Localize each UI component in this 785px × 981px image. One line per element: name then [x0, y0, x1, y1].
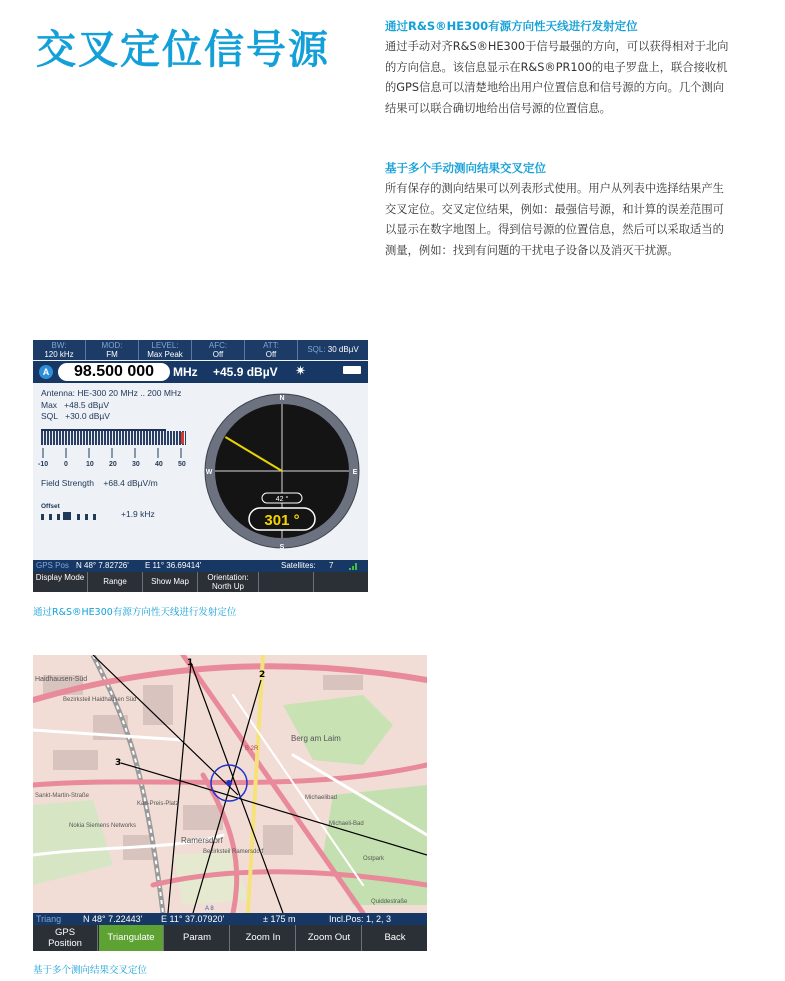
- toolbar-key: BW:: [51, 341, 67, 350]
- map-canvas[interactable]: [33, 655, 427, 913]
- map-label: Bezirksteil Ramersdorf: [203, 849, 264, 855]
- scale-tick-label: 50: [178, 461, 186, 468]
- softkey-zoom-in[interactable]: [231, 925, 296, 951]
- softkey-label: Range: [103, 577, 127, 586]
- toolbar-key: MOD:: [101, 341, 123, 350]
- toolbar-sql[interactable]: [298, 340, 368, 360]
- map-label: Ostpark: [363, 856, 385, 862]
- gps-longitude: E 11° 36.69414': [145, 561, 202, 570]
- softkey-empty[interactable]: [314, 572, 368, 592]
- section-triangulation: [385, 160, 730, 261]
- map-error-radius: ± 175 m: [263, 914, 296, 924]
- map-label: Nokia Siemens Networks: [69, 823, 137, 829]
- level-readout: +45.9 dBµV: [213, 365, 278, 379]
- toolbar-bw[interactable]: [33, 340, 86, 360]
- toolbar-value: Off: [265, 350, 277, 359]
- gps-status-bar: [33, 560, 368, 572]
- compass-small-reading: 42 °: [275, 496, 289, 503]
- section-direction-finding: [385, 18, 730, 119]
- compass-display: [203, 390, 361, 552]
- map-included-positions: Incl.Pos: 1, 2, 3: [329, 914, 392, 924]
- toolbar-afc[interactable]: [192, 340, 245, 360]
- map-label: Haidhausen-Süd: [35, 676, 88, 683]
- map-label: Michaeli-Bad: [329, 821, 364, 827]
- softkey-zoom-out[interactable]: [297, 925, 362, 951]
- toolbar-value: 30 dBµV: [327, 345, 359, 354]
- section-body: 通过手动对齐R&S®HE300于信号最强的方向，可以获得相对于北向的方向信息。该信息显示在R&S®PR100的电子罗盘上，联合接收机的GPS信息可以清楚地给出用户位置信息和信号源的方向。几个测向结果可以联合确切地给出信号源的位置信息。: [385, 40, 729, 115]
- compass-east-label: E: [352, 469, 358, 476]
- map-label: Sankt-Martin-Straße: [35, 793, 90, 799]
- signal-icon: [349, 562, 359, 570]
- map-label: Berg am Laim: [291, 734, 341, 743]
- bar-scale-ticks: [41, 448, 191, 460]
- scale-tick-label: 0: [64, 461, 68, 468]
- softkey-triangulate[interactable]: [99, 925, 164, 951]
- frequency-bar: [33, 361, 368, 383]
- toolbar-key: SQL:: [307, 345, 326, 354]
- toolbar-level[interactable]: [139, 340, 192, 360]
- compass-south-label: S: [279, 544, 285, 551]
- softkey-label: GPS Position: [48, 927, 82, 949]
- softkey-range[interactable]: [88, 572, 143, 592]
- offset-value: +1.9 kHz: [121, 509, 155, 519]
- section-body: 所有保存的测向结果可以列表形式使用。用户从列表中选择结果产生交叉定位。交叉定位结果，例如：最强信号源，和计算的误差范围可以显示在数字地图上。得到信号源的位置信息，然后可以采取适当的测量，例如：找到有问题的干扰电子设备以及消灭干扰源。: [385, 182, 724, 257]
- field-strength-value: +68.4 dBµV/m: [103, 478, 158, 488]
- toolbar-value: Max Peak: [147, 350, 183, 359]
- frequency-unit: MHz: [173, 365, 198, 379]
- softkey-label: Display Mode: [35, 573, 85, 582]
- map-longitude: E 11° 37.07920': [161, 914, 225, 924]
- toolbar-key: LEVEL:: [151, 341, 179, 350]
- map-softkeys: [33, 925, 427, 951]
- df-point-label: 1: [187, 658, 194, 668]
- map-status-bar: [33, 913, 427, 925]
- level-bar-marker: [181, 432, 184, 444]
- max-label: Max: [41, 400, 58, 410]
- sql-value: +30.0 dBµV: [65, 411, 110, 421]
- scale-tick-label: 40: [155, 461, 163, 468]
- scale-tick-label: -10: [38, 461, 49, 468]
- softkey-label: Zoom In: [245, 932, 281, 943]
- scale-tick-label: 20: [109, 461, 117, 468]
- softkey-display-mode[interactable]: [33, 572, 88, 592]
- section-heading: 通过R&S®HE300有源方向性天线进行发射定位: [385, 19, 638, 33]
- field-strength-label: Field Strength: [41, 478, 94, 488]
- max-value: +48.5 dBµV: [64, 400, 109, 410]
- max-level-row: [41, 400, 109, 410]
- softkey-label: Zoom Out: [307, 932, 351, 943]
- df-point-label: 2: [259, 670, 266, 680]
- softkey-label: Back: [384, 932, 406, 943]
- toolbar-value: FM: [106, 350, 118, 359]
- map-label: Karl-Preis-Platz: [137, 801, 179, 807]
- map-label: A 8: [205, 906, 214, 912]
- softkey-empty[interactable]: [259, 572, 314, 592]
- satellites-label: Satellites:: [281, 561, 316, 570]
- softkey-label: Orientation: North Up: [207, 573, 249, 591]
- receiver-toolbar: [33, 340, 368, 360]
- frequency-display[interactable]: 98.500 000: [58, 363, 170, 381]
- compass-west-label: W: [205, 469, 213, 476]
- toolbar-value: 120 kHz: [44, 350, 74, 359]
- section-heading: 基于多个手动测向结果交叉定位: [385, 161, 546, 175]
- df-point-label: 3: [115, 758, 122, 768]
- toolbar-att[interactable]: [245, 340, 298, 360]
- map-label: Quiddestraße: [371, 899, 408, 905]
- receiver-softkeys: [33, 572, 368, 592]
- softkey-show-map[interactable]: [143, 572, 198, 592]
- softkey-back[interactable]: [363, 925, 427, 951]
- receiver-a-badge: A: [39, 365, 53, 379]
- softkey-gps-position[interactable]: [33, 925, 98, 951]
- figure-caption: 基于多个测向结果交叉定位: [33, 965, 148, 976]
- softkey-param[interactable]: [165, 925, 230, 951]
- sql-level-row: [41, 411, 110, 421]
- sun-icon: ✷: [295, 363, 306, 378]
- scale-tick-label: 30: [132, 461, 140, 468]
- antenna-info: Antenna: HE-300 20 MHz .. 200 MHz: [41, 388, 182, 398]
- sql-label: SQL: [41, 411, 59, 421]
- map-latitude: N 48° 7.22443': [83, 914, 143, 924]
- compass-north-label: N: [279, 395, 285, 402]
- page-title: 交叉定位信号源: [36, 27, 330, 73]
- field-strength-row: [41, 478, 158, 488]
- offset-indicator: [41, 512, 111, 520]
- receiver-screen: [33, 340, 368, 592]
- toolbar-mod[interactable]: [86, 340, 139, 360]
- gps-latitude: N 48° 7.82726': [76, 561, 129, 570]
- scale-tick-label: 10: [86, 461, 94, 468]
- toolbar-key: ATT:: [263, 341, 279, 350]
- map-label: Bezirksteil Haidhausen Süd: [63, 697, 137, 703]
- map-mode-label: Triang: [36, 914, 62, 924]
- softkey-label: Triangulate: [107, 932, 155, 943]
- offset-label: Offset: [41, 503, 60, 510]
- map-label: B 2R: [245, 746, 259, 752]
- toolbar-key: AFC:: [208, 341, 228, 350]
- softkey-orientation[interactable]: [198, 572, 259, 592]
- satellites-value: 7: [329, 561, 334, 570]
- battery-icon: [343, 366, 361, 374]
- map-label: Ramersdorf: [181, 836, 223, 845]
- figure-caption: 通过R&S®HE300有源方向性天线进行发射定位: [33, 607, 237, 618]
- triangulation-map: [33, 655, 427, 951]
- compass-bearing-reading: 301 °: [264, 512, 300, 529]
- softkey-label: Show Map: [151, 577, 189, 586]
- level-bargraph: [41, 431, 186, 445]
- gps-label: GPS Pos: [36, 561, 69, 570]
- softkey-label: Param: [183, 932, 211, 943]
- toolbar-value: Off: [212, 350, 224, 359]
- map-label: Michaelibad: [305, 795, 338, 801]
